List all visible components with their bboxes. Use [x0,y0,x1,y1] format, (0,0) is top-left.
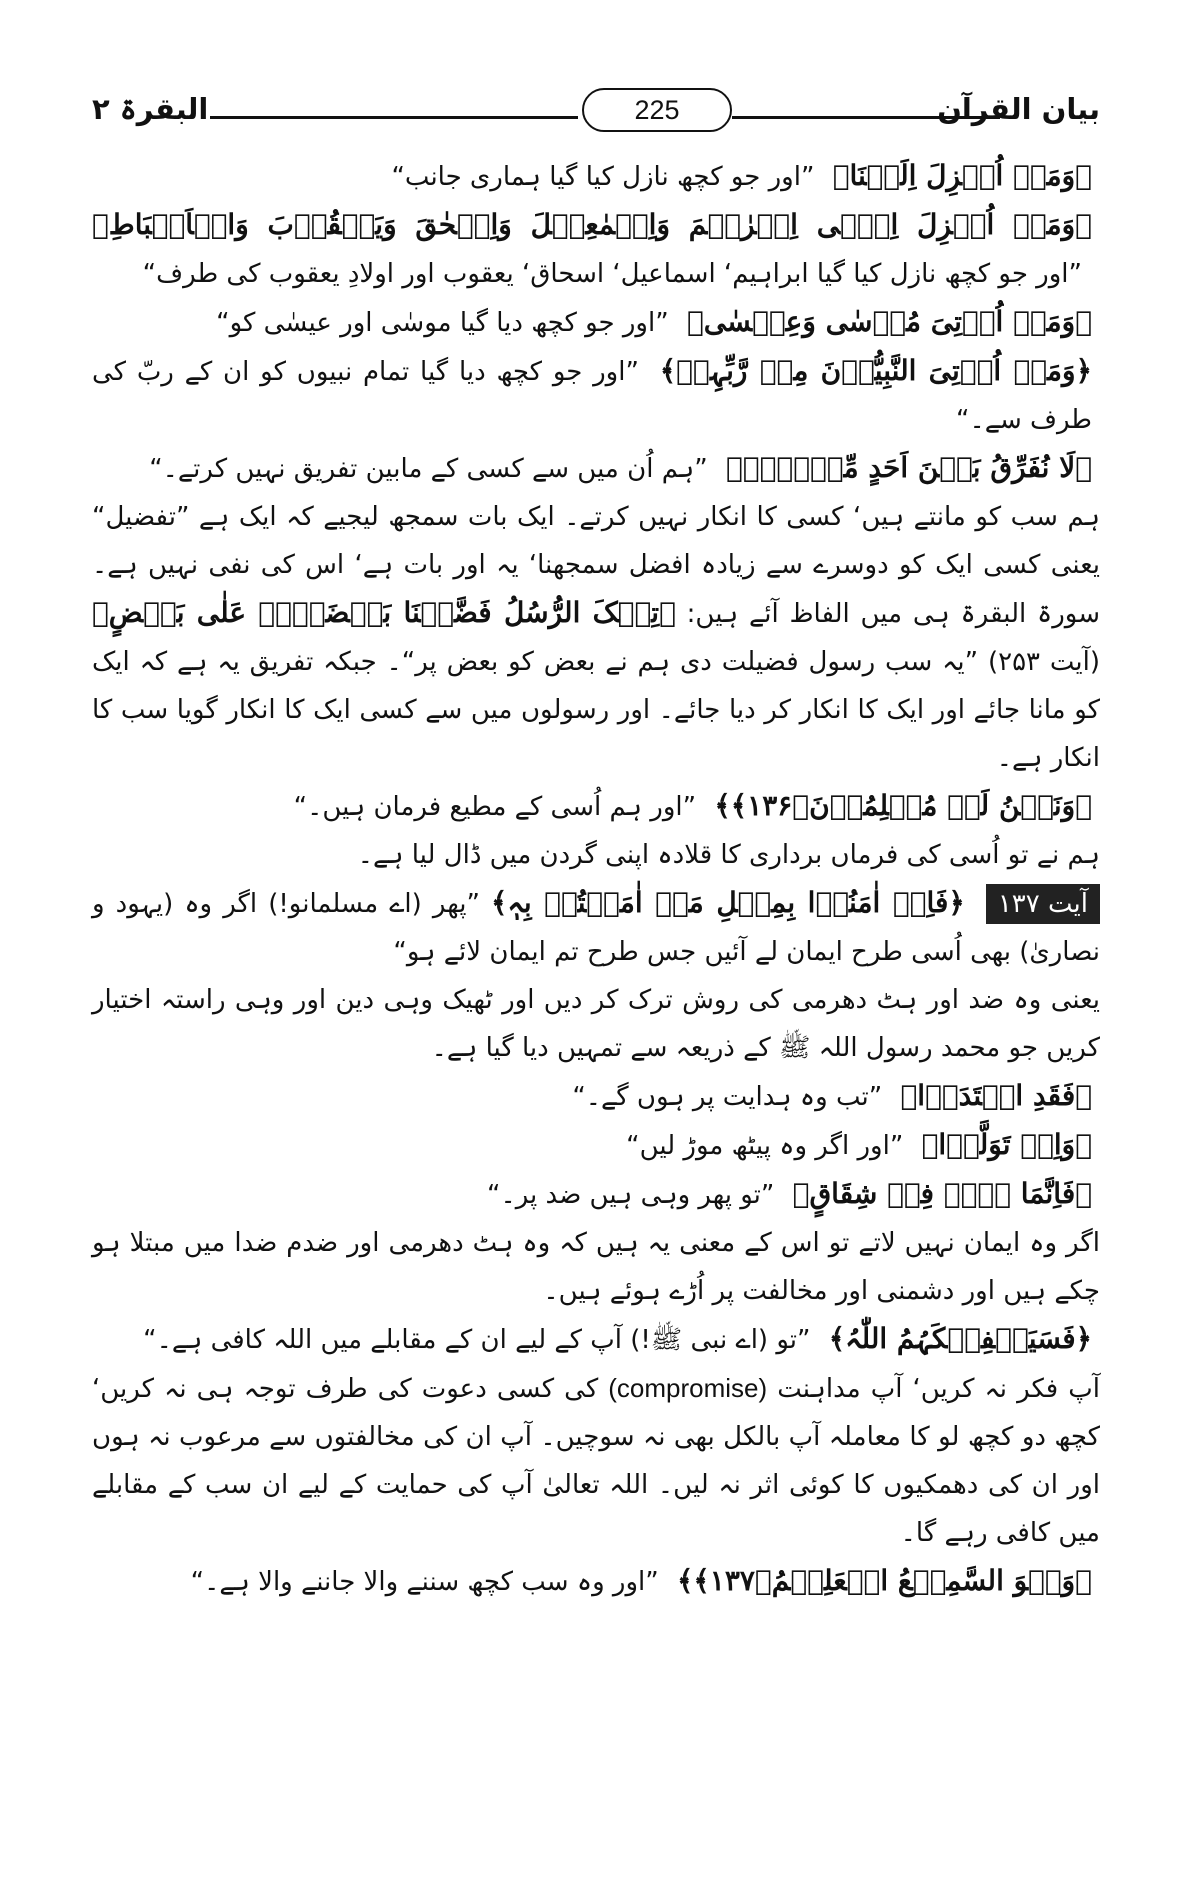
ayah-arabic: ﴿فَاِنۡ اٰمَنُوۡا بِمِثۡلِ مَاۤ اٰمَنۡتُمۡ بِہٖ﴾ [491,886,965,919]
ayah-arabic: ﴿فَاِنَّمَا ہُمۡ فِیۡ شِقَاقٍ﴾ [792,1177,1092,1210]
commentary-text: ہم نے تو اُسی کی فرماں برداری کا قلادہ اپنی گردن میں ڈال لیا ہے۔ [357,840,1100,870]
ayah-line [92,1072,1100,1121]
ayah-line [92,1315,1100,1364]
ayah-arabic-inline: ﴿تِلۡکَ الرُّسُلُ فَضَّلۡنَا بَعۡضَہُمۡ عَلٰی بَعۡضٍ﴾ [92,596,676,629]
ayah-translation: ”اور وہ سب کچھ سننے والا جاننے والا ہے۔“ [190,1567,659,1597]
commentary-text: (آیت ۲۵۳) ”یہ سب رسول فضیلت دی ہم نے بعض کو بعض پر“۔ جبکہ تفریق یہ ہے کہ ایک کو مانا جائے اور ایک کا انکار کر دیا جائے۔ اور رسولوں میں سے کسی ایک کا انکار گویا سب کا انکار ہے۔ [92,647,1100,773]
ayah-arabic: ﴿وَمَاۤ اُوۡتِیَ مُوۡسٰی وَعِیۡسٰی﴾ [686,305,1092,338]
commentary-text: یعنی وہ ضد اور ہٹ دھرمی کی روش ترک کر دیں اور ٹھیک وہی دین اور وہی راستہ اختیار کریں جو محمد رسول اللہ ﷺ کے ذریعہ سے تمہیں دیا گیا ہے۔ [92,985,1100,1063]
ayah-arabic: ﴿وَاِنۡ تَوَلَّوۡا﴾ [921,1128,1092,1161]
ayah-translation: ”اور ہم اُسی کے مطیع فرمان ہیں۔“ [293,792,697,822]
ayah-translation: ”تو پھر وہی ہیں ضد پر۔“ [487,1180,775,1210]
commentary-paragraph [92,1219,1100,1315]
ayah-translation: ”ہم اُن میں سے کسی کے مابین تفریق نہیں کرتے۔“ [149,454,708,484]
ayah-line [92,347,1100,444]
ayah-translation: ”اور جو کچھ نازل کیا گیا ہماری جانب“ [391,162,815,192]
ayah-arabic: ﴿فَقَدِ اہۡتَدَوۡا﴾ [900,1079,1092,1112]
ayah-137-block [92,879,1100,976]
ayah-translation: ”اور اگر وہ پیٹھ موڑ لیں“ [626,1131,904,1161]
ayah-arabic: ﴿لَا نُفَرِّقُ بَیۡنَ اَحَدٍ مِّنۡہُمۡ﴾ [725,451,1092,484]
commentary-text: آپ فکر نہ کریں‘ آپ مداہنت [777,1374,1100,1404]
ayah-line [92,1170,1100,1219]
header-rule-left [210,116,578,119]
ayah-line [92,152,1100,201]
commentary-text: ہم سب کو مانتے ہیں‘ کسی کا انکار نہیں کرتے۔ ایک بات سمجھ لیجیے کہ ایک ہے ”تفضیل“ یعنی کسی ایک کو دوسرے سے زیادہ افضل سمجھنا‘ یہ اور بات ہے‘ اس کی نفی نہیں ہے۔ سورۃ البقرۃ ہی میں الفاظ آئے ہیں: [92,502,1100,629]
ayah-translation: ”اور جو کچھ نازل کیا گیا ابراہیم‘ اسماعیل‘ اسحاق‘ یعقوب اور اولادِ یعقوب کی طرف“ [142,259,1082,289]
ayah-arabic: ﴿وَہُوَ السَّمِیۡعُ الۡعَلِیۡمُ﴿۱۳۷﴾﴾ [676,1564,1092,1597]
ayah-arabic: ﴿وَنَحۡنُ لَہٗ مُسۡلِمُوۡنَ﴿۱۳۶﴾﴾ [714,789,1092,822]
page-header [92,92,1100,136]
ayah-translation: ”پھر (اے مسلمانو!) اگر وہ (یہود و نصاریٰ) بھی اُسی طرح ایمان لے آئیں جس طرح تم ایمان لائے ہو“ [92,889,1100,967]
ayah-translation: ”اور جو کچھ دیا گیا موسٰی اور عیسٰی کو“ [216,308,669,338]
ayah-line [92,444,1100,493]
ayah-line [92,1557,1100,1606]
ayah-arabic: ﴿وَمَاۤ اُنۡزِلَ اِلٰۤی اِبۡرٰہٖمَ وَاِسۡمٰعِیۡلَ وَاِسۡحٰقَ وَیَعۡقُوۡبَ وَالۡاَسۡبَاطِ﴾ [92,208,1092,241]
ayah-arabic: ﴿وَمَاۤ اُنۡزِلَ اِلَیۡنَا﴾ [832,159,1092,192]
english-term: (compromise) [608,1373,768,1403]
ayah-translation: ”تو (اے نبی ﷺ!) آپ کے لیے ان کے مقابلے میں اللہ کافی ہے۔“ [143,1325,811,1355]
ayah-line [92,201,1100,298]
ayah-number-badge: آیت ۱۳۷ [986,884,1100,924]
ayah-translation: ”اور جو کچھ دیا گیا تمام نبیوں کو ان کے ربّ کی طرف سے۔“ [92,357,1092,435]
commentary-paragraph [92,493,1100,782]
commentary-text: اگر وہ ایمان نہیں لاتے تو اس کے معنی یہ ہیں کہ وہ ہٹ دھرمی اور ضدم ضدا میں مبتلا ہو چکے ہیں اور دشمنی اور مخالفت پر اُڑے ہوئے ہیں۔ [92,1228,1100,1306]
page-body [92,152,1100,1606]
ayah-arabic: ﴿فَسَیَکۡفِیۡکَہُمُ اللّٰہُ﴾ [828,1322,1092,1355]
commentary-paragraph [92,1364,1100,1557]
ayah-line [92,782,1100,831]
page-number: 225 [582,88,732,132]
ayah-arabic: ﴿وَمَاۤ اُوۡتِیَ النَّبِیُّوۡنَ مِنۡ رَّبِّہِمۡ﴾ [659,354,1092,387]
ayah-translation: ”تب وہ ہدایت پر ہوں گے۔“ [572,1082,883,1112]
surah-title: البقرۃ ۲ [92,92,209,126]
commentary-paragraph [92,831,1100,879]
commentary-text: کی کسی دعوت کی طرف توجہ ہی نہ کریں‘ کچھ دو کچھ لو کا معاملہ آپ بالکل بھی نہ سوچیں۔ آپ ان کی مخالفتوں سے مرعوب نہ ہوں اور ان کی دھمکیوں کا کوئی اثر نہ لیں۔ اللہ تعالیٰ آپ کی حمایت کے لیے ان سب کے مقابلے میں کافی رہے گا۔ [92,1374,1100,1548]
commentary-paragraph [92,976,1100,1072]
book-title: بیان القرآن [937,92,1100,126]
ayah-line [92,1121,1100,1170]
ayah-line [92,298,1100,347]
